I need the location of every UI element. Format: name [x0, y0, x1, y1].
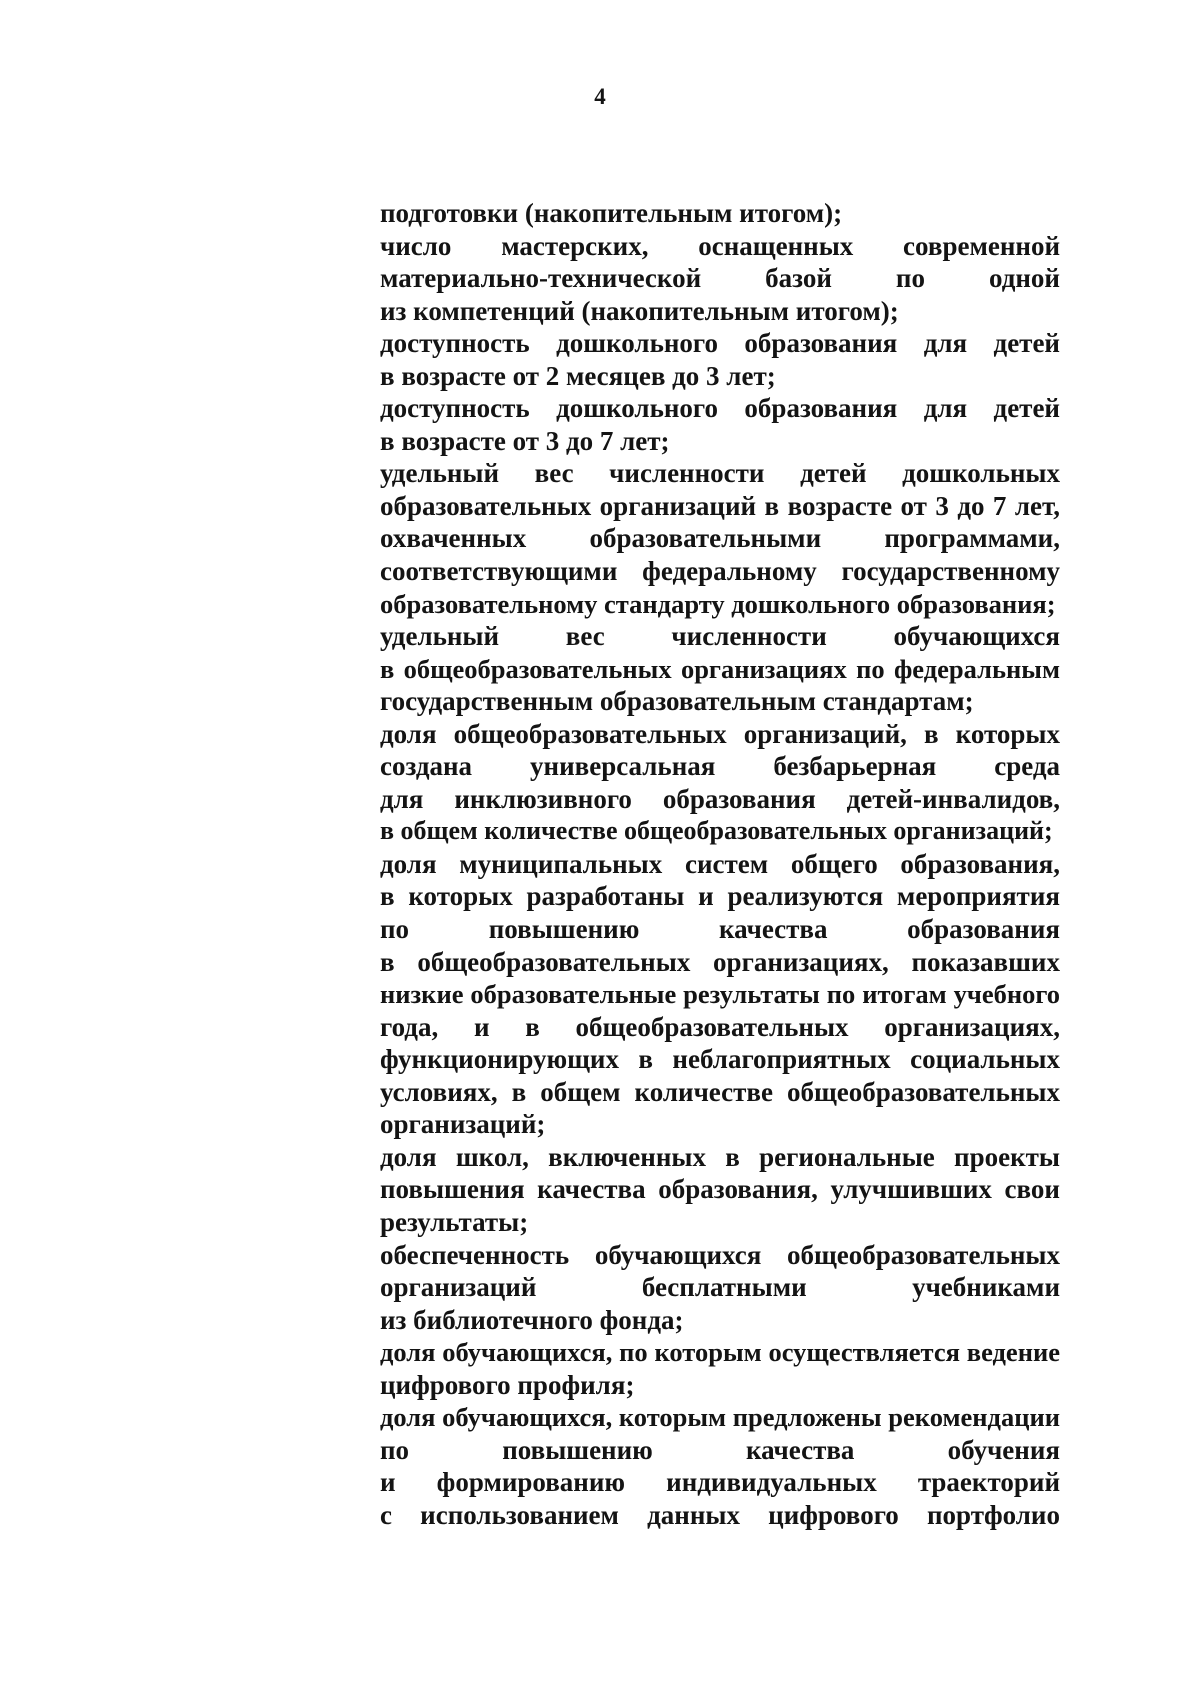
- text-line: государственным образовательным стандартам;: [380, 686, 974, 717]
- text-line: организаций бесплатными учебниками: [380, 1272, 1060, 1303]
- text-line: соответствующими федеральному государственному: [380, 556, 1060, 587]
- text-line: в общем количестве общеобразовательных организаций;: [380, 816, 1053, 846]
- text-line: в возрасте от 3 до 7 лет;: [380, 425, 670, 456]
- text-line: образовательных организаций в возрасте от 3 до 7 лет,: [380, 490, 1060, 521]
- text-line: удельный вес численности обучающихся: [380, 621, 1060, 652]
- text-line: доля общеобразовательных организаций, в которых: [380, 718, 1060, 749]
- text-line: доля обучающихся, которым предложены рекомендации: [380, 1402, 1060, 1433]
- text-line: низкие образовательные результаты по итогам учебного: [380, 979, 1060, 1010]
- text-line: в которых разработаны и реализуются мероприятия: [380, 881, 1060, 912]
- text-line: доступность дошкольного образования для детей: [380, 328, 1060, 359]
- text-line: охваченных образовательными программами,: [380, 523, 1060, 554]
- text-line: по повышению качества обучения: [380, 1434, 1060, 1465]
- text-line: доля муниципальных систем общего образования,: [380, 848, 1060, 879]
- text-line: из компетенций (накопительным итогом);: [380, 295, 899, 326]
- text-line: из библиотечного фонда;: [380, 1304, 684, 1335]
- text-line: цифрового профиля;: [380, 1369, 635, 1400]
- text-line: материально-технической базой по одной: [380, 263, 1060, 294]
- text-line: с использованием данных цифрового портфолио: [380, 1499, 1060, 1530]
- text-line: организаций;: [380, 1109, 546, 1140]
- text-line: образовательному стандарту дошкольного образования;: [380, 588, 1056, 619]
- text-line: удельный вес численности детей дошкольных: [380, 458, 1060, 489]
- text-line: и формированию индивидуальных траекторий: [380, 1467, 1060, 1498]
- text-line: в возрасте от 2 месяцев до 3 лет;: [380, 360, 776, 391]
- text-line: обеспеченность обучающихся общеобразовательных: [380, 1239, 1060, 1270]
- text-line: функционирующих в неблагоприятных социальных: [380, 1044, 1060, 1075]
- text-line: в общеобразовательных организациях, показавших: [380, 946, 1060, 977]
- text-line: доля обучающихся, по которым осуществляется ведение: [380, 1337, 1060, 1368]
- body-text: [380, 197, 1060, 1531]
- text-line: повышения качества образования, улучшивших свои: [380, 1174, 1060, 1205]
- text-line: доступность дошкольного образования для детей: [380, 393, 1060, 424]
- text-line: создана универсальная безбарьерная среда: [380, 751, 1060, 782]
- text-line: для инклюзивного образования детей-инвалидов,: [380, 783, 1060, 814]
- text-line: условиях, в общем количестве общеобразовательных: [380, 1076, 1060, 1107]
- text-line: года, и в общеобразовательных организациях,: [380, 1011, 1060, 1042]
- text-line: подготовки (накопительным итогом);: [380, 198, 843, 228]
- text-line: результаты;: [380, 1206, 529, 1237]
- text-line: доля школ, включенных в региональные проекты: [380, 1141, 1060, 1172]
- text-line: в общеобразовательных организациях по федеральным: [380, 653, 1060, 684]
- page-number: 4: [594, 84, 606, 109]
- text-line: по повышению качества образования: [380, 914, 1060, 945]
- text-line: число мастерских, оснащенных современной: [380, 230, 1060, 261]
